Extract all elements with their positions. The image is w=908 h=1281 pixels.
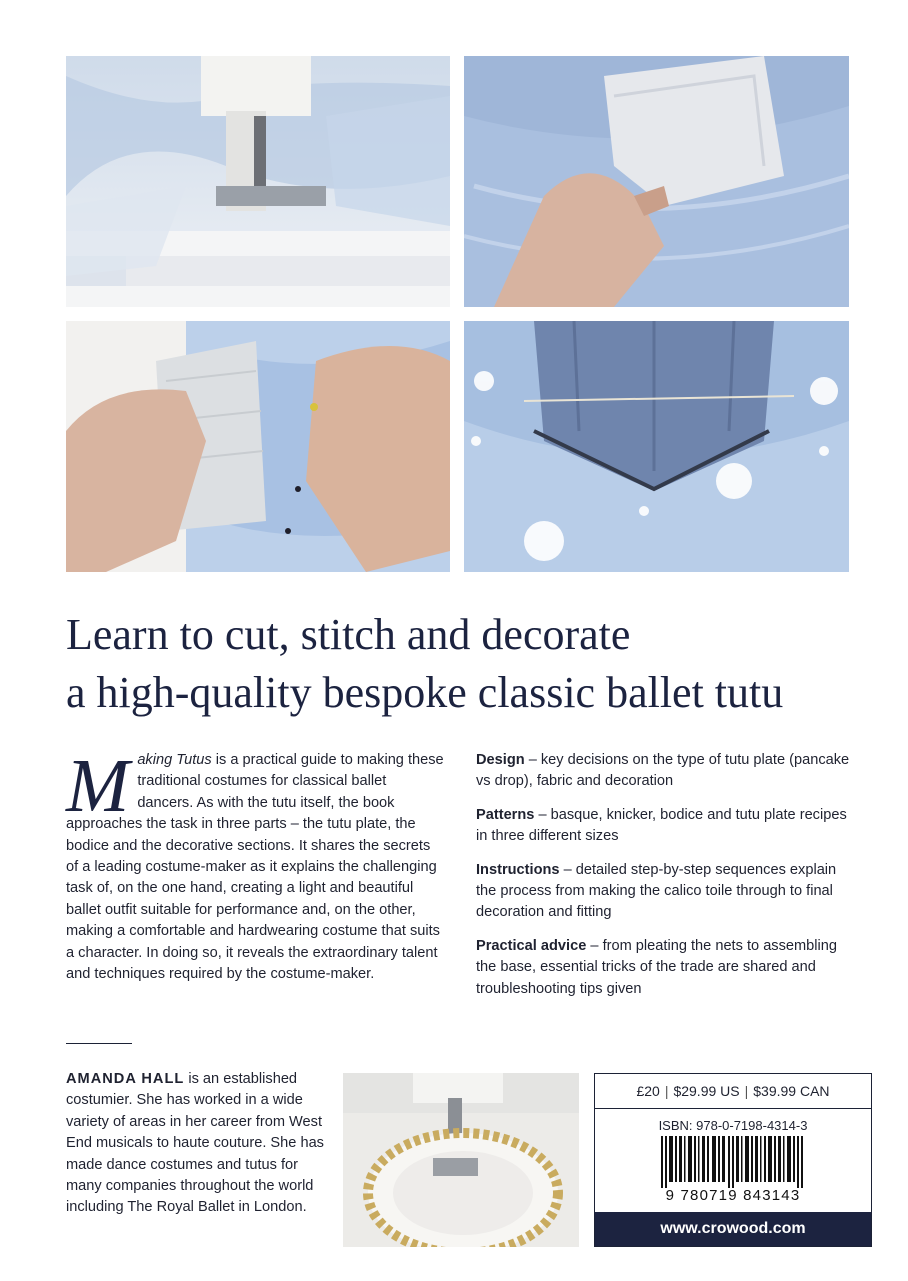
feature-instructions	[476, 860, 856, 924]
drop-cap: M	[66, 744, 130, 828]
feature-text: – from pleating the nets to assembling the base, essential tricks of the trade are shared and troubleshooting tips given	[476, 937, 838, 997]
feature-patterns	[476, 805, 856, 848]
price-gbp: £20	[636, 1083, 660, 1099]
barcode-icon	[661, 1136, 805, 1188]
author-bio	[66, 1069, 336, 1219]
author-name: AMANDA HALL	[66, 1071, 185, 1087]
feature-design	[476, 750, 856, 793]
feature-term: Practical advice	[476, 937, 587, 954]
isbn: ISBN: 978-0-7198-4314-3	[658, 1118, 808, 1133]
price-row	[595, 1074, 871, 1109]
book-title: aking Tutus	[137, 752, 212, 768]
price-usd: $29.99 US	[673, 1083, 740, 1099]
price-separator: |	[664, 1083, 669, 1099]
divider	[66, 1043, 132, 1044]
photo-sewing-machine-tulle	[66, 56, 450, 307]
barcode-digits: 9 780719 843143	[665, 1187, 801, 1204]
price-separator: |	[744, 1083, 749, 1099]
photo-sewing-gold-trim	[343, 1073, 579, 1247]
feature-text: – detailed step-by-step sequences explain the process from making the calico toile through to final decoration and fitting	[476, 861, 837, 921]
feature-practical-advice	[476, 936, 856, 1000]
feature-text: – key decisions on the type of tutu plate (pancake vs drop), fabric and decoration	[476, 752, 850, 790]
intro-text: is a practical guide to making these traditional costumes for classical ballet dancers. As with the tutu itself, the book approaches the task in three parts – the tutu plate, the bodice and the decorative sections. It shares the secrets of a leading costume-maker as it explains the challenging task of, on the one hand, creating a light and beautiful ballet outfit suitable for performance and, on the other, making a comfortable and hardwearing costume that suits a character. In doing so, it reveals the extraordinary talent and techniques required by the costume-maker.	[66, 752, 444, 983]
photo-bodice-decorated-tutu	[464, 321, 849, 572]
website-url[interactable]: www.crowood.com	[595, 1212, 871, 1246]
photo-pinning-tulle-to-calico	[464, 56, 849, 307]
headline-line-2: a high-quality bespoke classic ballet tutu	[66, 668, 784, 717]
feature-list	[476, 750, 856, 1012]
headline-line-1: Learn to cut, stitch and decorate	[66, 610, 631, 659]
price-barcode-box	[594, 1073, 872, 1247]
author-bio-text: is an established costumier. She has worked in a wide variety of areas in her career from West End musicals to haute couture. She has made dance costumes and tutus for many companies throughout the world including The Royal Ballet in London.	[66, 1071, 324, 1216]
feature-term: Instructions	[476, 861, 560, 878]
photo-hands-gathering-tulle	[66, 321, 450, 572]
price-cad: $39.99 CAN	[753, 1083, 830, 1099]
intro-paragraph	[66, 744, 444, 985]
feature-term: Patterns	[476, 806, 535, 823]
headline	[66, 606, 866, 722]
feature-term: Design	[476, 752, 525, 768]
feature-text: – basque, knicker, bodice and tutu plate recipes in three different sizes	[476, 806, 847, 845]
